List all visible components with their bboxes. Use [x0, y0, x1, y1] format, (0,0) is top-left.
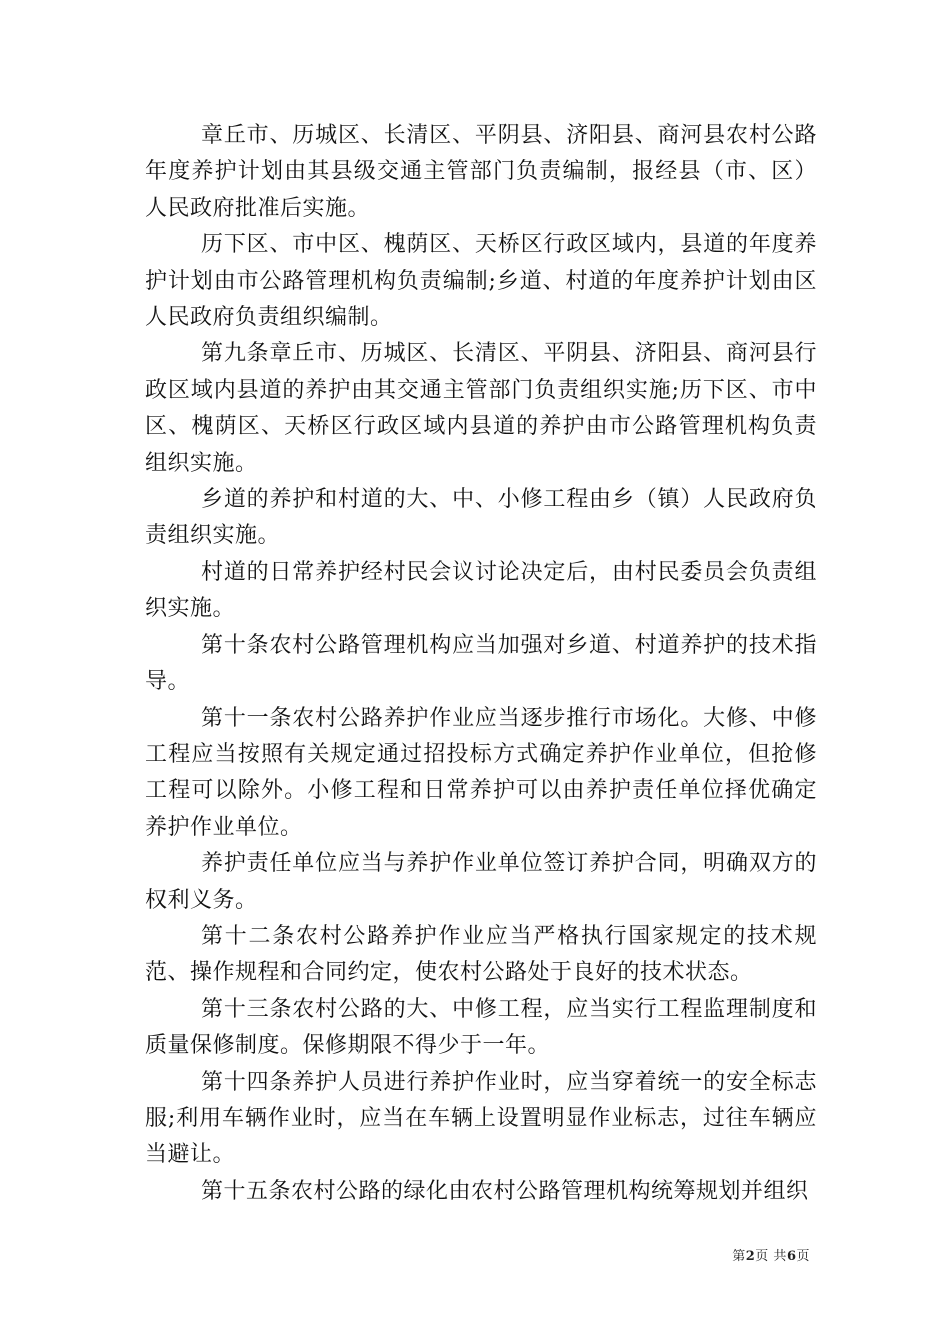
paragraph: 第十二条农村公路养护作业应当严格执行国家规定的技术规范、操作规程和合同约定，使农村公路处于良好的技术状态。 [145, 923, 817, 986]
paragraph: 养护责任单位应当与养护作业单位签订养护合同，明确双方的权利义务。 [145, 851, 817, 913]
footer-middle: 页 共 [755, 1249, 787, 1264]
document-body [145, 118, 817, 1210]
paragraph: 第十三条农村公路的大、中修工程，应当实行工程监理制度和质量保修制度。保修期限不得少于一年。 [145, 996, 817, 1059]
paragraph: 村道的日常养护经村民会议讨论决定后，由村民委员会负责组织实施。 [145, 559, 817, 622]
paragraph: 第十五条农村公路的绿化由农村公路管理机构统筹规划并组织 [201, 1178, 809, 1204]
paragraph: 乡道的养护和村道的大、中、小修工程由乡（镇）人民政府负责组织实施。 [145, 487, 817, 549]
page-number-footer [732, 1245, 810, 1264]
paragraph: 第十条农村公路管理机构应当加强对乡道、村道养护的技术指导。 [145, 632, 817, 695]
total-page-count: 6 [786, 1249, 797, 1264]
paragraph: 第十一条农村公路养护作业应当逐步推行市场化。大修、中修工程应当按照有关规定通过招投标方式确定养护作业单位，但抢修工程可以除外。小修工程和日常养护可以由养护责任单位择优确定养护作业单位。 [145, 705, 817, 840]
paragraph: 第九条章丘市、历城区、长清区、平阴县、济阳县、商河县行政区域内县道的养护由其交通主管部门负责组织实施;历下区、市中区、槐荫区、天桥区行政区域内县道的养护由市公路管理机构负责组织实施。 [145, 341, 817, 476]
footer-prefix: 第 [732, 1249, 746, 1264]
footer-suffix: 页 [796, 1249, 810, 1264]
current-page-number: 2 [745, 1249, 756, 1264]
paragraph: 历下区、市中区、槐荫区、天桥区行政区域内，县道的年度养护计划由市公路管理机构负责编制;乡道、村道的年度养护计划由区人民政府负责组织编制。 [145, 232, 817, 331]
paragraph: 第十四条养护人员进行养护作业时，应当穿着统一的安全标志服;利用车辆作业时，应当在车辆上设置明显作业标志，过往车辆应当避让。 [145, 1069, 817, 1168]
paragraph: 章丘市、历城区、长清区、平阴县、济阳县、商河县农村公路年度养护计划由其县级交通主管部门负责编制，报经县（市、区）人民政府批准后实施。 [145, 123, 817, 221]
